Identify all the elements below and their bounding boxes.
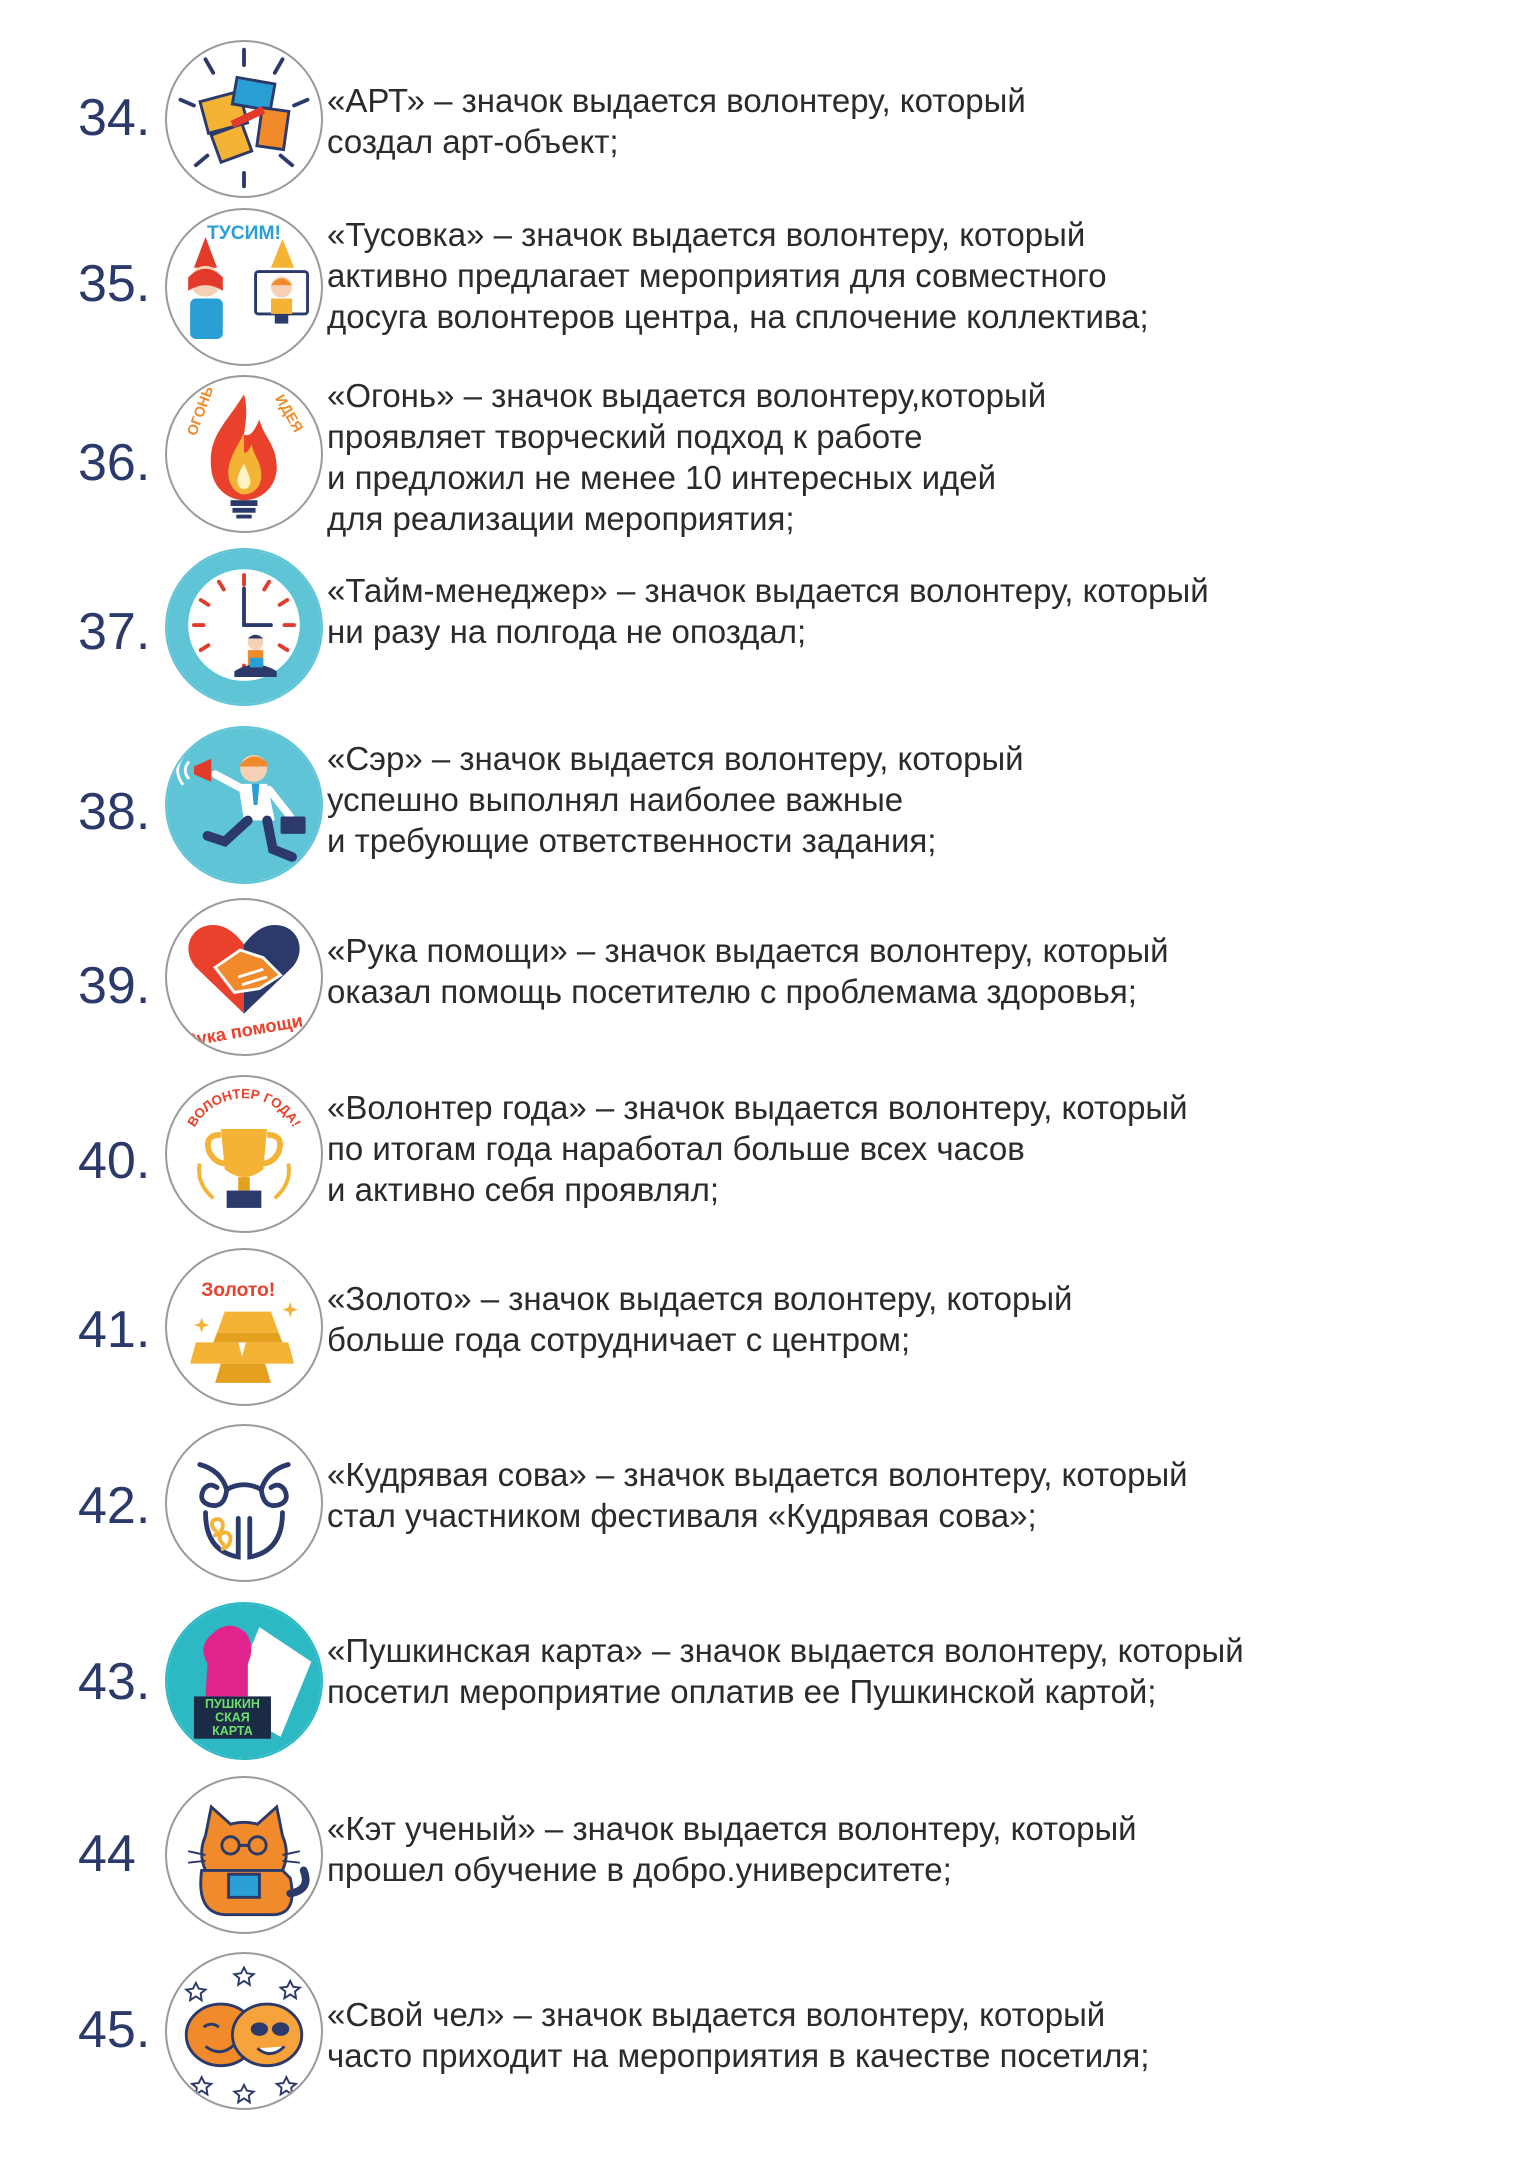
cat-scientist-badge-icon [165, 1776, 323, 1934]
badge-description [327, 1808, 1137, 1890]
description-line: посетил мероприятие оплатив ее Пушкинской картой; [327, 1673, 1157, 1710]
description-line: «Кэт ученый» – значок выдается волонтеру, который [327, 1810, 1137, 1847]
description-line: «Рука помощи» – значок выдается волонтеру, который [327, 932, 1169, 969]
item-number: 37. [78, 603, 151, 661]
description-line: «Свой чел» – значок выдается волонтеру, который [327, 1996, 1106, 2033]
badge-description [327, 930, 1169, 1012]
description-line: по итогам года наработал больше всех часов [327, 1130, 1025, 1167]
art-badge-icon [165, 40, 323, 198]
description-line: «АРТ» – значок выдается волонтеру, который [327, 82, 1026, 119]
description-line: стал участником фестиваля «Кудрявая сова»; [327, 1497, 1037, 1534]
gold-bars-badge-icon [165, 1248, 323, 1406]
badge-description [327, 1454, 1188, 1536]
badge-caption: ТУСИМ! [207, 222, 281, 244]
badge-caption-right: ИДЕЯ [271, 392, 306, 436]
description-line: «Золото» – значок выдается волонтеру, который [327, 1280, 1073, 1317]
item-number: 41. [78, 1301, 151, 1359]
description-line: досуга волонтеров центра, на сплочение коллектива; [327, 298, 1149, 335]
badge-description [327, 1630, 1244, 1712]
pushkin-card-badge-icon [165, 1602, 323, 1760]
clock-badge-icon [165, 548, 323, 706]
badge-caption: Золото! [201, 1280, 276, 1302]
item-number: 43. [78, 1653, 151, 1711]
item-number: 34. [78, 89, 151, 147]
description-line: ни разу на полгода не опоздал; [327, 613, 807, 650]
trophy-badge-icon [165, 1075, 323, 1233]
description-line: создал арт-объект; [327, 123, 619, 160]
helping-hand-badge-icon [165, 898, 323, 1056]
description-line: «Пушкинская карта» – значок выдается волонтеру, который [327, 1632, 1244, 1669]
description-line: оказал помощь посетителю с проблемама здоровья; [327, 973, 1137, 1010]
description-line: прошел обучение в добро.университете; [327, 1851, 952, 1888]
description-line: больше года сотрудничает с центром; [327, 1321, 911, 1358]
description-line: часто приходит на мероприятия в качестве посетиля; [327, 2037, 1150, 2074]
fire-badge-icon [165, 375, 323, 533]
description-line: активно предлагает мероприятия для совместного [327, 257, 1107, 294]
description-line: «Волонтер года» – значок выдается волонтеру, который [327, 1089, 1188, 1126]
badge-description [327, 738, 1024, 861]
item-number: 39. [78, 957, 151, 1015]
description-line: успешно выполнял наиболее важные [327, 781, 904, 818]
badge-description [327, 1278, 1072, 1360]
theater-masks-badge-icon [165, 1952, 323, 2110]
party-badge-icon [165, 208, 323, 366]
badge-caption: Рука помощи [182, 1009, 305, 1051]
running-man-badge-icon [165, 726, 323, 884]
badge-line: ПУШКИН [204, 1696, 260, 1711]
owl-badge-icon [165, 1424, 323, 1582]
item-number: 44 [78, 1825, 136, 1883]
description-line: «Тусовка» – значок выдается волонтеру, который [327, 216, 1086, 253]
description-line: для реализации мероприятия; [327, 500, 795, 537]
item-number: 38. [78, 783, 151, 841]
item-number: 36. [78, 434, 151, 492]
badge-description [327, 214, 1149, 337]
description-line: проявляет творческий подход к работе [327, 418, 923, 455]
svg-text:ВОЛОНТЕР ГОДА! [184, 1086, 303, 1129]
badge-description [327, 80, 1026, 162]
description-line: «Сэр» – значок выдается волонтеру, который [327, 740, 1024, 777]
badge-description [327, 375, 1046, 539]
item-number: 42. [78, 1477, 151, 1535]
badge-line: СКАЯ [215, 1710, 250, 1725]
description-line: и активно себя проявлял; [327, 1171, 720, 1208]
badge-description [327, 1994, 1149, 2076]
description-line: «Тайм-менеджер» – значок выдается волонтеру, который [327, 572, 1209, 609]
badge-caption: ВОЛОНТЕР ГОДА! [184, 1086, 304, 1130]
badge-description [327, 1087, 1188, 1210]
badge-description [327, 570, 1209, 652]
description-line: «Кудрявая сова» – значок выдается волонтеру, который [327, 1456, 1188, 1493]
badge-line: КАРТА [212, 1723, 253, 1738]
item-number: 35. [78, 255, 151, 313]
description-line: и предложил не менее 10 интересных идей [327, 459, 997, 496]
item-number: 40. [78, 1132, 151, 1190]
description-line: и требующие ответственности задания; [327, 822, 937, 859]
badge-caption-left: ОГОНЬ [184, 384, 218, 439]
item-number: 45. [78, 2001, 151, 2059]
description-line: «Огонь» – значок выдается волонтеру,который [327, 377, 1047, 414]
